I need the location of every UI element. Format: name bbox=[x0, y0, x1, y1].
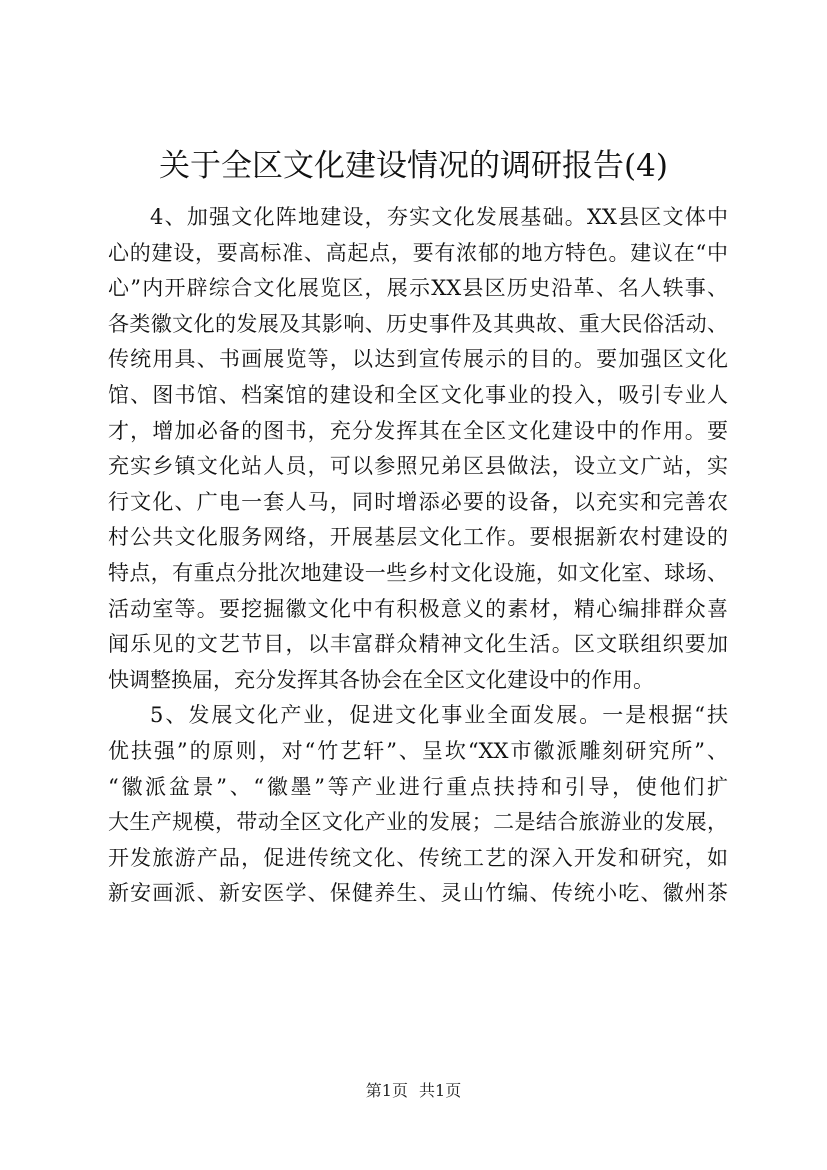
body-line: 新安画派、新安医学、保健养生、灵山竹编、传统小吃、徽州茶 bbox=[108, 881, 728, 906]
body-line: 4、加强文化阵地建设，夯实文化发展基础。XX县区文体中 bbox=[150, 205, 728, 229]
body-line: 活动室等。要挖掘徽文化中有积极意义的素材，精心编排群众喜 bbox=[108, 596, 728, 621]
body-line: 传统用具、书画展览等，以达到宣传展示的目的。要加强区文化 bbox=[108, 347, 728, 372]
body-line: 开发旅游产品，促进传统文化、传统工艺的深入开发和研究，如 bbox=[108, 845, 728, 870]
body-line: 特点，有重点分批次地建设一些乡村文化设施，如文化室、球场、 bbox=[108, 560, 728, 585]
page-footer bbox=[0, 1080, 827, 1102]
body-line: 充实乡镇文化站人员，可以参照兄弟区县做法，设立文广站，实 bbox=[108, 454, 728, 479]
document-body bbox=[108, 200, 728, 912]
body-line: 优扶强”的原则，对“竹艺轩”、呈坎“XX市徽派雕刻研究所”、 bbox=[108, 738, 728, 763]
page-number: 第1页 bbox=[365, 1081, 408, 1100]
body-line: 行文化、广电一套人马，同时增添必要的设备，以充实和完善农 bbox=[108, 489, 728, 514]
body-line: 快调整换届，充分发挥其各协会在全区文化建设中的作用。 bbox=[108, 667, 654, 692]
document-title: 关于全区文化建设情况的调研报告(4) bbox=[159, 148, 668, 184]
body-line: 5、发展文化产业，促进文化事业全面发展。一是根据“扶 bbox=[150, 703, 728, 728]
body-line: 才，增加必备的图书，充分发挥其在全区文化建设中的作用。要 bbox=[108, 418, 728, 443]
body-line: 馆、图书馆、档案馆的建设和全区文化事业的投入，吸引专业人 bbox=[108, 382, 728, 407]
body-line: 心”内开辟综合文化展览区，展示XX县区历史沿革、名人轶事、 bbox=[108, 276, 728, 301]
body-line: 大生产规模，带动全区文化产业的发展；二是结合旅游业的发展， bbox=[108, 810, 728, 835]
page-total: 共1页 bbox=[419, 1081, 462, 1100]
body-line: 村公共文化服务网络，开展基层文化工作。要根据新农村建设的 bbox=[108, 525, 728, 550]
body-line: “徽派盆景”、“徽墨”等产业进行重点扶持和引导，使他们扩 bbox=[108, 774, 728, 799]
body-line: 闻乐见的文艺节目，以丰富群众精神文化生活。区文联组织要加 bbox=[108, 632, 728, 657]
body-line: 心的建设，要高标准、高起点，要有浓郁的地方特色。建议在“中 bbox=[108, 240, 728, 265]
body-line: 各类徽文化的发展及其影响、历史事件及其典故、重大民俗活动、 bbox=[108, 311, 728, 336]
